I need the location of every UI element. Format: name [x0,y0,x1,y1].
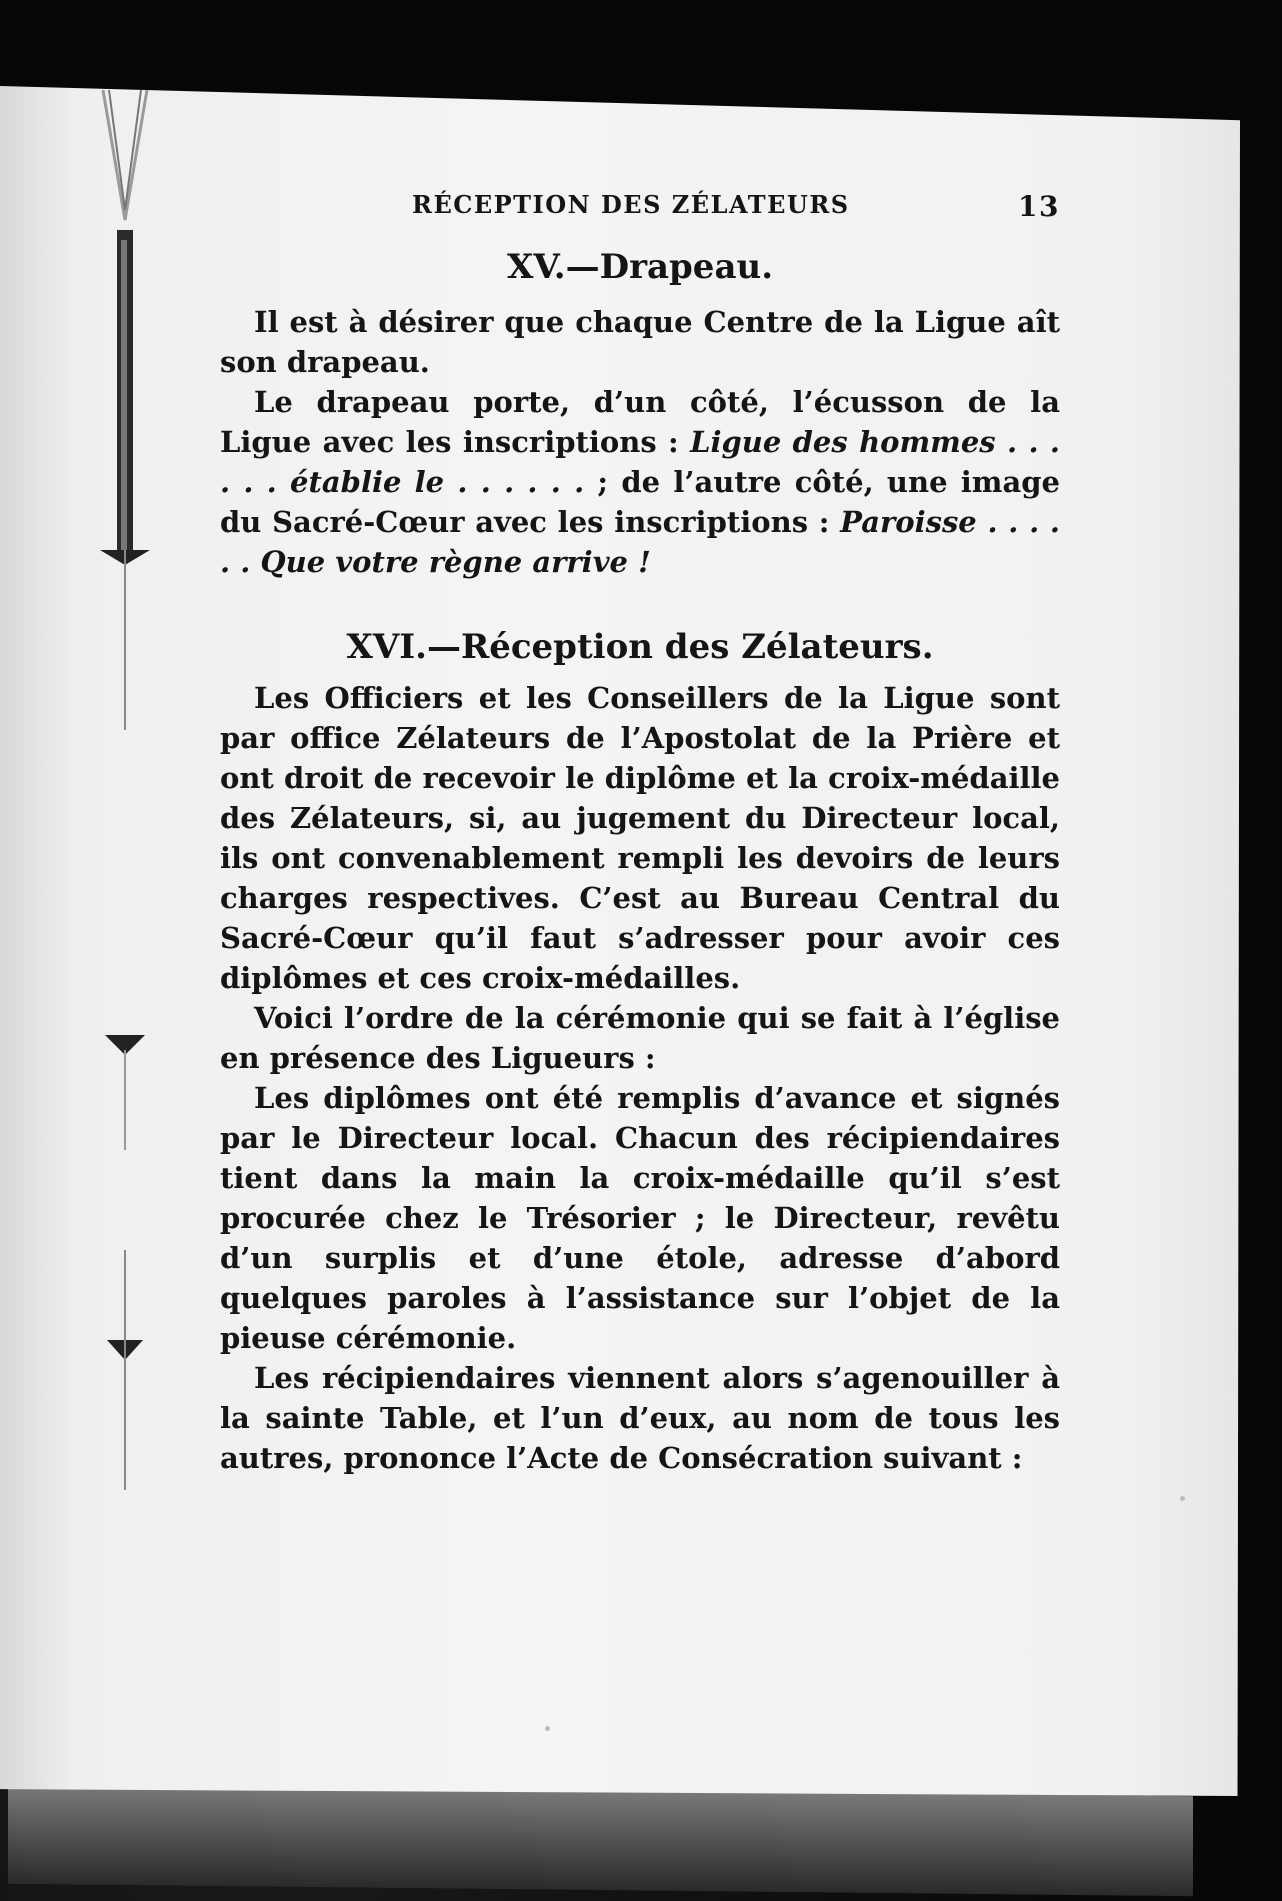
section-title-drapeau: XV.—Drapeau. [506,247,774,287]
drapeau-text-b: ; de l’autre côté, une image du Sacré-Cœur avec les inscriptions : [220,465,1060,539]
page-content [220,180,1060,1478]
drapeau-inscription-2: Paroisse . . . . . . Que votre règne arrive ! [220,505,1060,579]
binding-stitching [95,90,155,1670]
drapeau-text-a: Le drapeau porte, d’un côté, l’écusson de la Ligue avec les inscriptions : [220,385,1060,459]
page-stack-edge [8,1784,1193,1896]
paragraph-reception-1: Les Officiers et les Conseillers de la Ligue sont par office Zélateurs de l’Apostolat de la Prière et ont droit de recevoir le diplôme et la croix-médaille des Zélateurs, si, au jugement du Directeur local, ils ont convenablement rempli les devoirs de leurs charges respectives. C’est au Bureau Central du Sacré-Cœur qu’il faut s’adresser pour avoir ces diplômes et ces croix-médailles. [220,681,1060,995]
running-title: RÉCEPTION DES ZÉLATEURS [412,190,850,219]
paragraph-reception-2: Voici l’ordre de la cérémonie qui se fait à l’église en présence des Ligueurs : [220,1001,1060,1075]
page-number: 13 [1018,190,1060,223]
paragraph-reception-4: Les récipiendaires viennent alors s’agenouiller à la sainte Table, et l’un d’eux, au nom de tous les autres, prononce l’Acte de Consécration suivant : [220,1361,1060,1475]
section-title-reception: XVI.—Réception des Zélateurs. [346,627,934,667]
paragraph-drapeau-1: Il est à désirer que chaque Centre de la Ligue aît son drapeau. [220,305,1060,379]
running-header [220,180,1060,240]
paragraph-drapeau-2 [220,382,1060,582]
paragraph-reception-3: Les diplômes ont été remplis d’avance et signés par le Directeur local. Chacun des récipiendaires tient dans la main la croix-médaille qu’il s’est procurée chez le Trésorier ; le Directeur, revêtu d’un surplis et d’une étole, adresse d’abord quelques paroles à l’assistance sur l’objet de la pieuse cérémonie. [220,1081,1060,1355]
drapeau-inscription-1: Ligue des hommes . . . . . . établie le . . . . . . [220,425,1060,499]
